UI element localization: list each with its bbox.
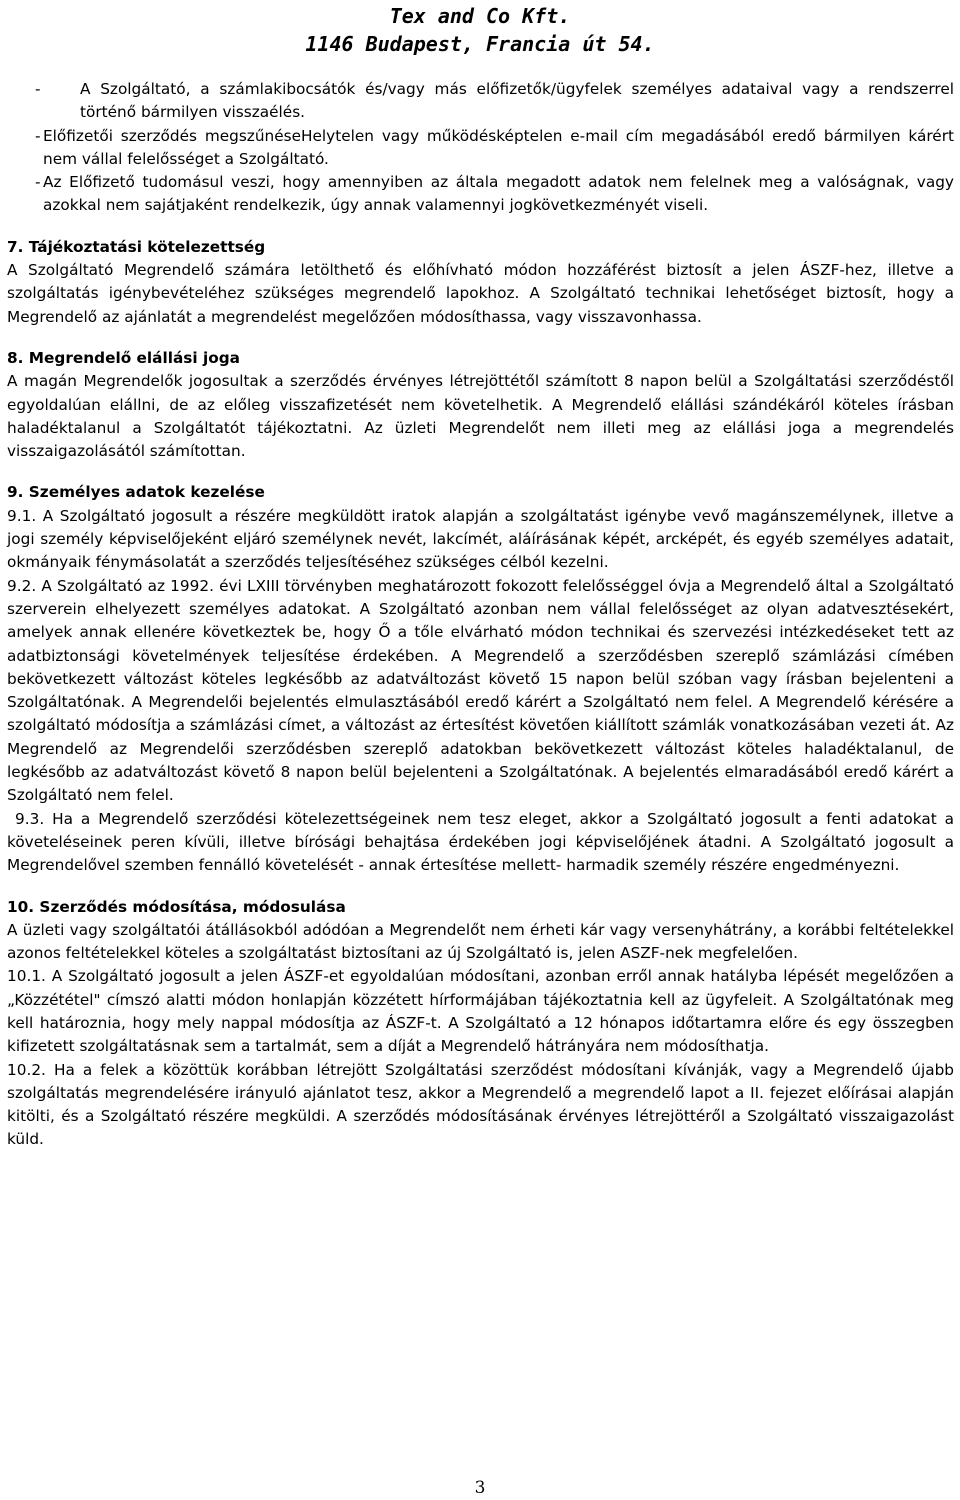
section-10-text: A üzleti vagy szolgáltatói átállásokból adódóan a Megrendelőt nem érheti kár vagy versenyhátrány, a korábbi feltételekkel azonos feltételekkel köteles a szolgáltatást biztosítani az új Szolgáltató is, jelen ASZF-nek megfelelően. xyxy=(7,920,954,963)
section-7-text: A Szolgáltató Megrendelő számára letölthető és előhívható módon hozzáférést biztosít a jelen ÁSZF-hez, illetve a szolgáltatás igénybevételéhez szükséges megrendelő lapokhoz. A Szolgáltató technikai lehetőséget biztosít, hogy a Megrendelő az ajánlatát a megrendelést megelőzően módosíthassa, vagy visszavonhassa. xyxy=(7,261,954,326)
section-8-text: A magán Megrendelők jogosultak a szerződés érvényes létrejöttétől számított 8 napon belül a Szolgáltatási szerződéstől egyoldalúan elállni, de az előleg visszafizetését nem követelhetik. A Megrendelő elállási szándékáról köteles írásban haladéktalanul a Szolgáltatót tájékoztatni. Az üzleti Megrendelőt nem illeti meg az elállási joga a megrendelés visszaigazolásától számítottan. xyxy=(7,372,954,461)
document-body xyxy=(7,78,954,1152)
list-item: - Az Előfizető tudomásul veszi, hogy amennyiben az általa megadott adatok nem felelnek meg a valóságnak, vagy azokkal nem sajátjaként rendelkezik, úgy annak valamennyi jogkövetkezményét viseli. xyxy=(35,173,954,215)
section-10-heading: 10. Szerződés módosítása, módosulása xyxy=(7,897,346,916)
section-10-1: 10.1. A Szolgáltató jogosult a jelen ÁSZF-et egyoldalúan módosítani, azonban erről annak hatályba lépését megelőzően a „Közzététel" címszó alatti módon honlapján közzétett hírformájában tájékoztatnia kell az ügyfeleit. A Szolgáltatónak meg kell határoznia, hogy mely nappal módosítja az ÁSZF-t. A Szolgáltató a 12 hónapos időtartamra előre és egy összegben kifizetett szolgáltatásnak sem a tartalmát, sem a díját a Megrendelő hátrányára nem módosíthatja. xyxy=(7,967,954,1056)
list-item: - A Szolgáltató, a számlakibocsátók és/vagy más előfizetők/ügyfelek személyes adataival vagy a rendszerrel történő bármilyen visszaélés. xyxy=(35,80,954,122)
company-address: 1146 Budapest, Francia út 54. xyxy=(305,32,655,56)
section-10-2: 10.2. Ha a felek a közöttük korábban létrejött Szolgáltatási szerződést módosítani kívánják, vagy a Megrendelő újabb szolgáltatás megrendelésére irányuló ajánlatot tesz, akkor a Megrendelő a megrendelő lapot a II. fejezet előírásai alapján kitölti, és a Szolgáltató részére megküldi. A szerződés módosításának érvényes létrejöttéről a Szolgáltató visszaigazolást küld. xyxy=(7,1060,954,1149)
letterhead xyxy=(0,0,960,58)
company-name: Tex and Co Kft. xyxy=(389,4,571,28)
page-number: 3 xyxy=(474,1478,486,1498)
section-9-1: 9.1. A Szolgáltató jogosult a részére megküldött iratok alapján a szolgáltatást igénybe vevő magánszemélynek, illetve a jogi személy képviselőjeként eljáró személynek nevét, lakcímét, aláírásának képét, arcképét, és egyéb személyes adatait, okmányaik fénymásolatát a szerződés teljesítéséhez szükséges célból kezelni. xyxy=(7,506,954,572)
list-item: - Előfizetői szerződés megszűnéseHelytelen vagy működésképtelen e-mail cím megadásából eredő bármilyen kárért nem vállal felelősséget a Szolgáltató. xyxy=(35,126,954,168)
section-9-2: 9.2. A Szolgáltató az 1992. évi LXIII törvényben meghatározott fokozott felelősséggel óvja a Megrendelő által a Szolgáltató szerverein elhelyezett személyes adatokat. A Szolgáltató azonban nem vállal felelősséget az olyan adatvesztésekért, amelyek annak ellenére következtek be, hogy Ő a tőle elvárható módon technikai és szervezési intézkedéseket tett az adatbiztonsági követelmények teljesítése érdekében. A Megrendelő a szerződésben szereplő számlázási címében bekövetkezett változást köteles legkésőbb az adatváltozást követő 15 napon belül szóban vagy írásban bejelenteni a Szolgáltatónak. A Megrendelői bejelentés elmulasztásából eredő kárért a Szolgáltató nem felel. A Megrendelő kérésére a szolgáltató módosítja a számlázási címet, a változást az értesítést követően kiállított számlák vonatkozásában vezeti át. Az Megrendelő az Megrendelői szerződésben szereplő adatokban bekövetkezett változást köteles haladéktalanul, de legkésőbb az adatváltozást követő 8 napon belül bejelenteni a Szolgáltatónak. A bejelentés elmaradásából eredő kárért a Szolgáltató nem felel. xyxy=(7,576,954,805)
section-7-heading: 7. Tájékoztatási kötelezettség xyxy=(7,237,266,256)
section-8-heading: 8. Megrendelő elállási joga xyxy=(7,348,240,367)
section-9-3: 9.3. Ha a Megrendelő szerződési kötelezettségeinek nem tesz eleget, akkor a Szolgáltató jogosult a fenti adatokat a követeléseinek peren kívüli, illetve bírósági behajtása érdekében jogi képviselőjének átadni. A Szolgáltató jogosult a Megrendelővel szemben fennálló követelését - annak értesítése mellett- harmadik személy részére engedményezni. xyxy=(7,809,954,875)
section-9-heading: 9. Személyes adatok kezelése xyxy=(7,483,265,502)
